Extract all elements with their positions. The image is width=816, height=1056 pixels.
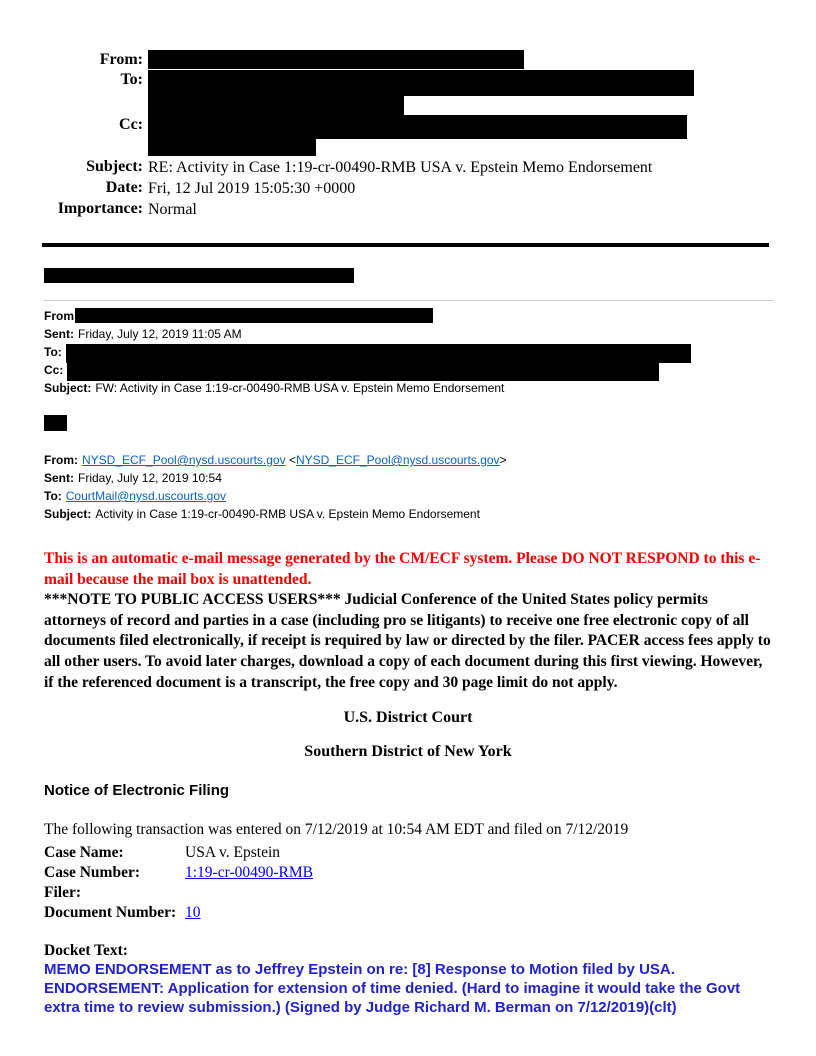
redaction-bar-fwd-cc bbox=[67, 362, 659, 381]
auto-warning-text: This is an automatic e-mail message generated by the CM/ECF system. Please DO NOT RESPOND to this e-mail because the mail box is unattended. bbox=[44, 550, 761, 588]
top-email-header bbox=[44, 50, 772, 220]
case-name-label: Case Name: bbox=[44, 844, 124, 862]
transaction-line: The following transaction was entered on 7/12/2019 at 10:54 AM EDT and filed on 7/12/2019 bbox=[44, 821, 629, 839]
case-number-label: Case Number: bbox=[44, 864, 140, 882]
header-row-importance bbox=[44, 199, 772, 220]
header-row-subject bbox=[44, 157, 772, 178]
importance-label: Importance: bbox=[57, 200, 143, 217]
docket-text-label: Docket Text: bbox=[44, 942, 128, 960]
fwd-subject-value: FW: Activity in Case 1:19-cr-00490-RMB USA v. Epstein Memo Endorsement bbox=[95, 381, 505, 395]
court-name-heading: U.S. District Court bbox=[343, 709, 473, 727]
redaction-bar-cc-1 bbox=[148, 115, 687, 139]
case-number-link[interactable]: 1:19-cr-00490-RMB bbox=[185, 864, 313, 882]
ecf-to-address-link[interactable]: CourtMail@nysd.uscourts.gov bbox=[65, 489, 227, 503]
header-row-date bbox=[44, 178, 772, 199]
redaction-bars-cc bbox=[148, 115, 687, 156]
redaction-bar-to-2 bbox=[148, 96, 404, 115]
from-label: From: bbox=[99, 51, 143, 68]
ecf-row-subject bbox=[44, 506, 772, 524]
ecf-from-label: From: bbox=[44, 453, 78, 467]
ecf-sent-label: Sent: bbox=[44, 471, 74, 485]
ecf-from-address-link[interactable]: NYSD_ECF_Pool@nysd.uscourts.gov bbox=[82, 453, 286, 467]
subject-label: Subject: bbox=[86, 158, 143, 175]
thin-separator-line bbox=[44, 300, 774, 301]
case-name-value: USA v. Epstein bbox=[185, 844, 281, 862]
to-label: To: bbox=[120, 71, 143, 88]
section-divider bbox=[42, 243, 769, 247]
table-row bbox=[44, 863, 313, 883]
fwd-row-subject bbox=[44, 380, 772, 398]
table-row bbox=[44, 843, 313, 863]
importance-value: Normal bbox=[148, 201, 197, 218]
redaction-bar-from bbox=[148, 50, 524, 69]
fwd-sent-label: Sent: bbox=[44, 327, 74, 341]
ecf-from-address-link-2[interactable]: NYSD_ECF_Pool@nysd.uscourts.gov bbox=[295, 453, 500, 467]
forwarded-email-header bbox=[44, 308, 772, 398]
document-number-link[interactable]: 10 bbox=[185, 904, 201, 922]
fwd-sent-value: Friday, July 12, 2019 11:05 AM bbox=[78, 327, 242, 341]
cmecf-notice-block bbox=[44, 549, 773, 693]
public-access-note: ***NOTE TO PUBLIC ACCESS USERS*** Judicial Conference of the United States policy permits attorneys of record and parties in a case (including pro se litigants) to receive one free electronic copy of all documents filed electronically, if receipt is required by law or directed by the filer. PACER access fees apply to all other users. To avoid later charges, download a copy of each document during this first viewing. However, if the referenced document is a transcript, the free copy and 30 page limit do not apply. bbox=[44, 591, 771, 691]
court-district-heading: Southern District of New York bbox=[304, 743, 512, 761]
ecf-subject-label: Subject: bbox=[44, 507, 92, 521]
redaction-bars-to bbox=[148, 70, 694, 115]
ecf-row-to bbox=[44, 488, 772, 506]
header-row-from bbox=[44, 50, 772, 70]
redaction-bar-salutation bbox=[44, 268, 354, 283]
cc-label: Cc: bbox=[119, 116, 143, 133]
ecf-to-label: To: bbox=[44, 489, 62, 503]
filer-label: Filer: bbox=[44, 884, 82, 902]
date-value: Fri, 12 Jul 2019 15:05:30 +0000 bbox=[148, 180, 356, 197]
header-row-cc bbox=[44, 115, 772, 156]
docket-text-body: MEMO ENDORSEMENT as to Jeffrey Epstein on re: [8] Response to Motion filed by USA. ENDORSEMENT: Application for extension of time denied. (Hard to imagine it would take the Govt extra time to review submission.) (Signed by Judge Richard M. Berman on 7/12/2019)(clt) bbox=[44, 961, 741, 1017]
document-number-label: Document Number: bbox=[44, 904, 177, 922]
fwd-from-label: From bbox=[44, 309, 74, 323]
fwd-cc-label: Cc: bbox=[44, 363, 64, 377]
fwd-row-from bbox=[44, 308, 772, 326]
ecf-subject-value: Activity in Case 1:19-cr-00490-RMB USA v. Epstein Memo Endorsement bbox=[95, 507, 480, 521]
ecf-from-close: > bbox=[499, 453, 507, 467]
ecf-email-header bbox=[44, 452, 772, 524]
notice-of-electronic-filing-heading: Notice of Electronic Filing bbox=[44, 782, 230, 800]
ecf-row-from bbox=[44, 452, 772, 470]
case-info-table bbox=[44, 843, 313, 923]
filer-value bbox=[185, 883, 313, 903]
ecf-from-separator: < bbox=[285, 453, 296, 467]
fwd-row-to bbox=[44, 344, 772, 362]
fwd-to-label: To: bbox=[44, 345, 62, 359]
subject-value: RE: Activity in Case 1:19-cr-00490-RMB USA v. Epstein Memo Endorsement bbox=[148, 159, 653, 176]
fwd-subject-label: Subject: bbox=[44, 381, 92, 395]
table-row bbox=[44, 903, 313, 923]
fwd-row-sent bbox=[44, 326, 772, 344]
header-row-to bbox=[44, 70, 772, 115]
table-row bbox=[44, 883, 313, 903]
date-label: Date: bbox=[105, 179, 143, 196]
redaction-bar-fwd-from bbox=[75, 308, 433, 323]
ecf-sent-value: Friday, July 12, 2019 10:54 bbox=[78, 471, 222, 485]
redaction-square bbox=[44, 415, 67, 431]
fwd-row-cc bbox=[44, 362, 772, 380]
redaction-bar-to-1 bbox=[148, 70, 694, 96]
redaction-bar-cc-2 bbox=[148, 139, 316, 156]
redaction-bar-fwd-to bbox=[66, 344, 691, 363]
ecf-row-sent bbox=[44, 470, 772, 488]
